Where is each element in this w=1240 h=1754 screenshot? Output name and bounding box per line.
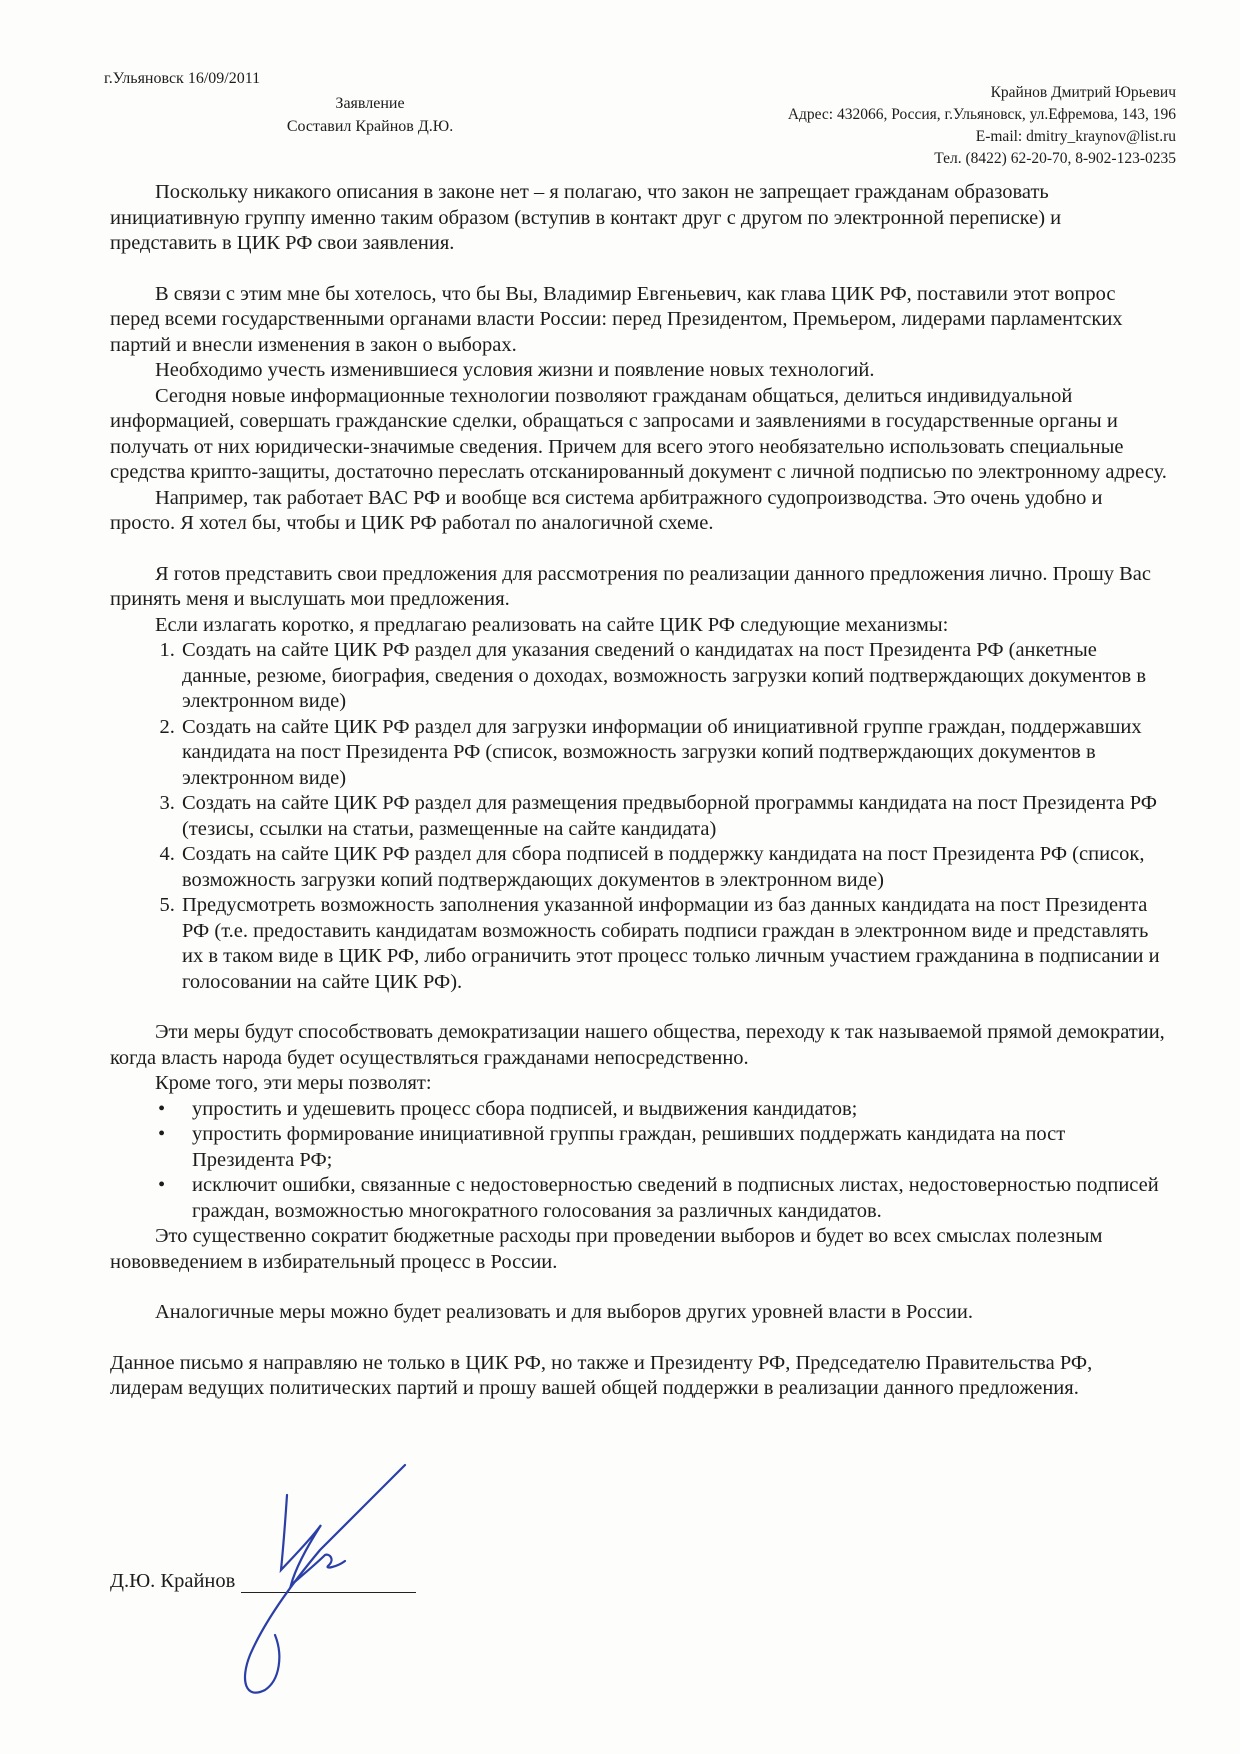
list-item: 1. Создать на сайте ЦИК РФ раздел для указания сведений о кандидатах на пост Президента РФ (анкетные данные, резюме, биография, сведения о доходах, возможность загрузки копий подтверждающих документов в электронном виде) (180, 638, 1170, 715)
paragraph: В связи с этим мне бы хотелось, что бы Вы, Владимир Евгеньевич, как глава ЦИК РФ, поставили этот вопрос перед всеми государственными органами власти России: перед Президентом, Премьером, лидерами парламентских партий и внесли изменения в закон о выборах. (110, 282, 1123, 356)
list-item (110, 1122, 1170, 1173)
list-item: 4. Создать на сайте ЦИК РФ раздел для сбора подписей в поддержку кандидата на пост Президента РФ (список, возможность загрузки копий подтверждающих документов в электронном виде) (180, 842, 1170, 893)
bullet-icon: • (158, 1097, 166, 1120)
sender-block (616, 82, 1176, 170)
paragraph: Аналогичные меры можно будет реализовать и для выборов других уровней власти в России. (155, 1301, 973, 1323)
paragraph: Это существенно сократит бюджетные расходы при проведении выборов и будет во всех смыслах полезным нововведением в избирательный процесс в России. (110, 1225, 1103, 1273)
bullet-icon: • (158, 1174, 166, 1196)
sender-address: Адрес: 432066, Россия, г.Ульяновск, ул.Ефремова, 143, 196 (787, 106, 1176, 123)
paragraph: Я готов представить свои предложения для рассмотрения по реализации данного предложения лично. Прошу Вас принять меня и выслушать мои предложения. (110, 562, 1151, 610)
sender-name: Крайнов Дмитрий Юрьевич (990, 84, 1176, 101)
place-date: г.Ульяновск 16/09/2011 (104, 70, 261, 87)
list-item: 5. Предусмотреть возможность заполнения указанной информации из баз данных кандидата на пост Президента РФ (т.е. предоставить кандидатам возможность собирать подписи граждан в электронном виде и представлять их в таком виде в ЦИК РФ, либо ограничить этот процесс только личным участием гражданина в подписании и голосовании на сайте ЦИК РФ). (180, 893, 1170, 995)
paragraph: Сегодня новые информационные технологии позволяют гражданам общаться, делиться индивидуальной информацией, совершать гражданские сделки, обращаться с запросами и заявлениями в государственные органы и получать от них юридически-значимые сведения. Причем для всего этого необязательно использовать специальные средства крипто-защиты, достаточно переслать отсканированный документ с личной подписью по электронному адресу. (110, 384, 1167, 483)
signer-name: Д.Ю. Крайнов (110, 1570, 236, 1592)
letter-body (110, 180, 1170, 1402)
benefits-list (110, 1097, 1170, 1225)
paragraph: Если излагать коротко, я предлагаю реализовать на сайте ЦИК РФ следующие механизмы: (155, 613, 949, 636)
paragraph: Необходимо учесть изменившиеся условия жизни и появление новых технологий. (155, 359, 875, 381)
sender-phone: Тел. (8422) 62-20-70, 8-902-123-0235 (934, 150, 1176, 167)
list-item: 2. Создать на сайте ЦИК РФ раздел для загрузки информации об инициативной группе граждан, поддержавших кандидата на пост Президента РФ (список, возможность загрузки копий подтверждающих документов в электронном виде) (180, 715, 1170, 792)
doc-heading (270, 92, 470, 138)
paragraph: Например, так работает ВАС РФ и вообще вся система арбитражного судопроизводства. Это очень удобно и просто. Я хотел бы, чтобы и ЦИК РФ работал по аналогичной схеме. (110, 486, 1103, 534)
author-line: Составил Крайнов Д.Ю. (286, 118, 454, 135)
list-item: 3. Создать на сайте ЦИК РФ раздел для размещения предвыборной программы кандидата на пост Президента РФ (тезисы, ссылки на статьи, размещенные на сайте кандидата) (180, 791, 1170, 842)
doc-type: Заявление (335, 95, 405, 112)
list-item-text: упростить формирование инициативной группы граждан, решивших поддержать кандидата на пост Президента РФ; (192, 1123, 1066, 1171)
paragraph: Эти меры будут способствовать демократизации нашего общества, переходу к так называемой прямой демократии, когда власть народа будет осуществляться гражданами непосредственно. (110, 1021, 1165, 1069)
list-item (110, 1173, 1170, 1224)
bullet-icon: • (158, 1123, 166, 1145)
list-item-text: упростить и удешевить процесс сбора подписей, и выдвижения кандидатов; (192, 1097, 858, 1120)
list-item (110, 1097, 1170, 1123)
mechanisms-list (110, 638, 1170, 995)
sender-email: E-mail: dmitry_kraynov@list.ru (975, 128, 1176, 145)
paragraph: Кроме того, эти меры позволят: (155, 1072, 432, 1094)
handwritten-signature (225, 1455, 425, 1705)
paragraph: Данное письмо я направляю не только в ЦИК РФ, но также и Президенту РФ, Председателю Правительства РФ, лидерам ведущих политических партий и прошу вашей общей поддержки в реализации данного предложения. (110, 1351, 1093, 1399)
paragraph: Поскольку никакого описания в законе нет – я полагаю, что закон не запрещает гражданам образовать инициативную группу именно таким образом (вступив в контакт друг с другом по электронной переписке) и представить в ЦИК РФ свои заявления. (110, 181, 1062, 254)
list-item-text: исключит ошибки, связанные с недостоверностью сведений в подписных листах, недостоверностью подписей граждан, возможностью многократного голосования за различных кандидатов. (192, 1174, 1159, 1222)
